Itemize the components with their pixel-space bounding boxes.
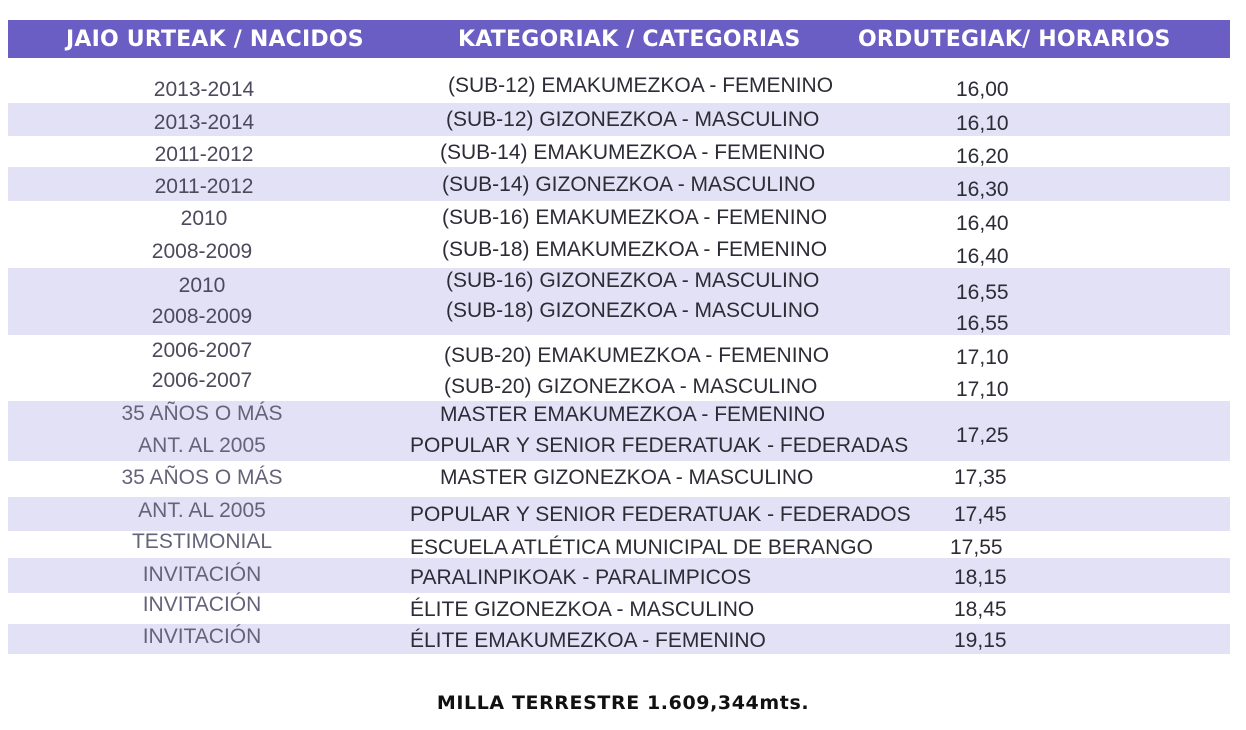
table-row-time: 17,10 <box>956 378 1009 401</box>
table-row-year: INVITACIÓN <box>142 593 262 616</box>
table-row-category: ÉLITE EMAKUMEZKOA - FEMENINO <box>410 629 766 652</box>
table-row-time: 18,15 <box>954 566 1007 589</box>
table-row-category: (SUB-16) EMAKUMEZKOA - FEMENINO <box>442 206 828 229</box>
table-row-year: INVITACIÓN <box>142 563 262 586</box>
header-horarios: ORDUTEGIAK/ HORARIOS <box>858 27 1171 52</box>
table-row-year: 2011-2012 <box>154 175 254 198</box>
table-row-time: 17,55 <box>950 536 1003 559</box>
table-row-time: 16,10 <box>956 112 1009 135</box>
table-row-category: (SUB-18) EMAKUMEZKOA - FEMENINO <box>442 238 828 261</box>
distance-note: MILLA TERRESTRE 1.609,344mts. <box>436 692 810 714</box>
table-row-time: 16,55 <box>956 312 1009 335</box>
table-row-category: (SUB-20) EMAKUMEZKOA - FEMENINO <box>444 344 830 367</box>
table-row-year: 2006-2007 <box>151 339 253 362</box>
table-row-time: 17,45 <box>954 503 1007 526</box>
table-header <box>8 20 1230 58</box>
table-row-time: 16,40 <box>956 212 1009 235</box>
table-row-category: ESCUELA ATLÉTICA MUNICIPAL DE BERANGO <box>410 536 873 559</box>
table-row-year: TESTIMONIAL <box>131 530 273 553</box>
table-row-time: 18,45 <box>954 598 1007 621</box>
table-row-year: 2011-2012 <box>154 143 254 166</box>
table-row-category: (SUB-16) GIZONEZKOA - MASCULINO <box>446 269 820 292</box>
table-row-year: 2013-2014 <box>153 78 255 101</box>
table-row-category: (SUB-14) GIZONEZKOA - MASCULINO <box>442 173 816 196</box>
table-row-category: (SUB-18) GIZONEZKOA - MASCULINO <box>446 299 820 322</box>
header-nacidos: JAIO URTEAK / NACIDOS <box>66 27 364 52</box>
table-row-year: INVITACIÓN <box>142 625 262 648</box>
table-row-category: (SUB-12) GIZONEZKOA - MASCULINO <box>446 108 820 131</box>
table-row-category: ÉLITE GIZONEZKOA - MASCULINO <box>410 598 755 621</box>
table-row-year: 2010 <box>180 207 228 230</box>
table-row-category: (SUB-20) GIZONEZKOA - MASCULINO <box>444 375 818 398</box>
table-row-category: (SUB-14) EMAKUMEZKOA - FEMENINO <box>440 141 826 164</box>
table-row-year: 2008-2009 <box>151 305 253 328</box>
table-row-year: 2008-2009 <box>151 240 253 263</box>
table-row-category: (SUB-12) EMAKUMEZKOA - FEMENINO <box>448 74 834 97</box>
table-row-category: MASTER GIZONEZKOA - MASCULINO <box>440 466 814 489</box>
table-row-time: 16,55 <box>956 281 1009 304</box>
header-categorias: KATEGORIAK / CATEGORIAS <box>458 27 801 52</box>
table-row-time: 16,20 <box>956 145 1009 168</box>
table-row-time: 17,25 <box>956 424 1009 447</box>
table-row-year: 35 AÑOS O MÁS <box>121 466 283 489</box>
table-row-time: 16,30 <box>956 178 1009 201</box>
table-row-year: 2006-2007 <box>151 369 253 392</box>
table-row-category: PARALINPIKOAK - PARALIMPICOS <box>410 566 752 589</box>
table-row-time: 17,10 <box>956 346 1009 369</box>
table-row-category: MASTER EMAKUMEZKOA - FEMENINO <box>440 403 826 426</box>
table-row-year: 2010 <box>178 274 226 297</box>
table-row-time: 17,35 <box>954 466 1007 489</box>
table-row-category: POPULAR Y SENIOR FEDERATUAK - FEDERADAS <box>410 434 909 457</box>
table-row-time: 19,15 <box>954 629 1007 652</box>
table-row-year: 35 AÑOS O MÁS <box>121 402 283 425</box>
table-row-time: 16,00 <box>956 78 1009 101</box>
table-row-year: ANT. AL 2005 <box>138 434 266 457</box>
table-row-year: 2013-2014 <box>153 111 255 134</box>
table-row-time: 16,40 <box>956 245 1009 268</box>
table-row-year: ANT. AL 2005 <box>138 499 266 522</box>
table-row-category: POPULAR Y SENIOR FEDERATUAK - FEDERADOS <box>410 503 911 526</box>
